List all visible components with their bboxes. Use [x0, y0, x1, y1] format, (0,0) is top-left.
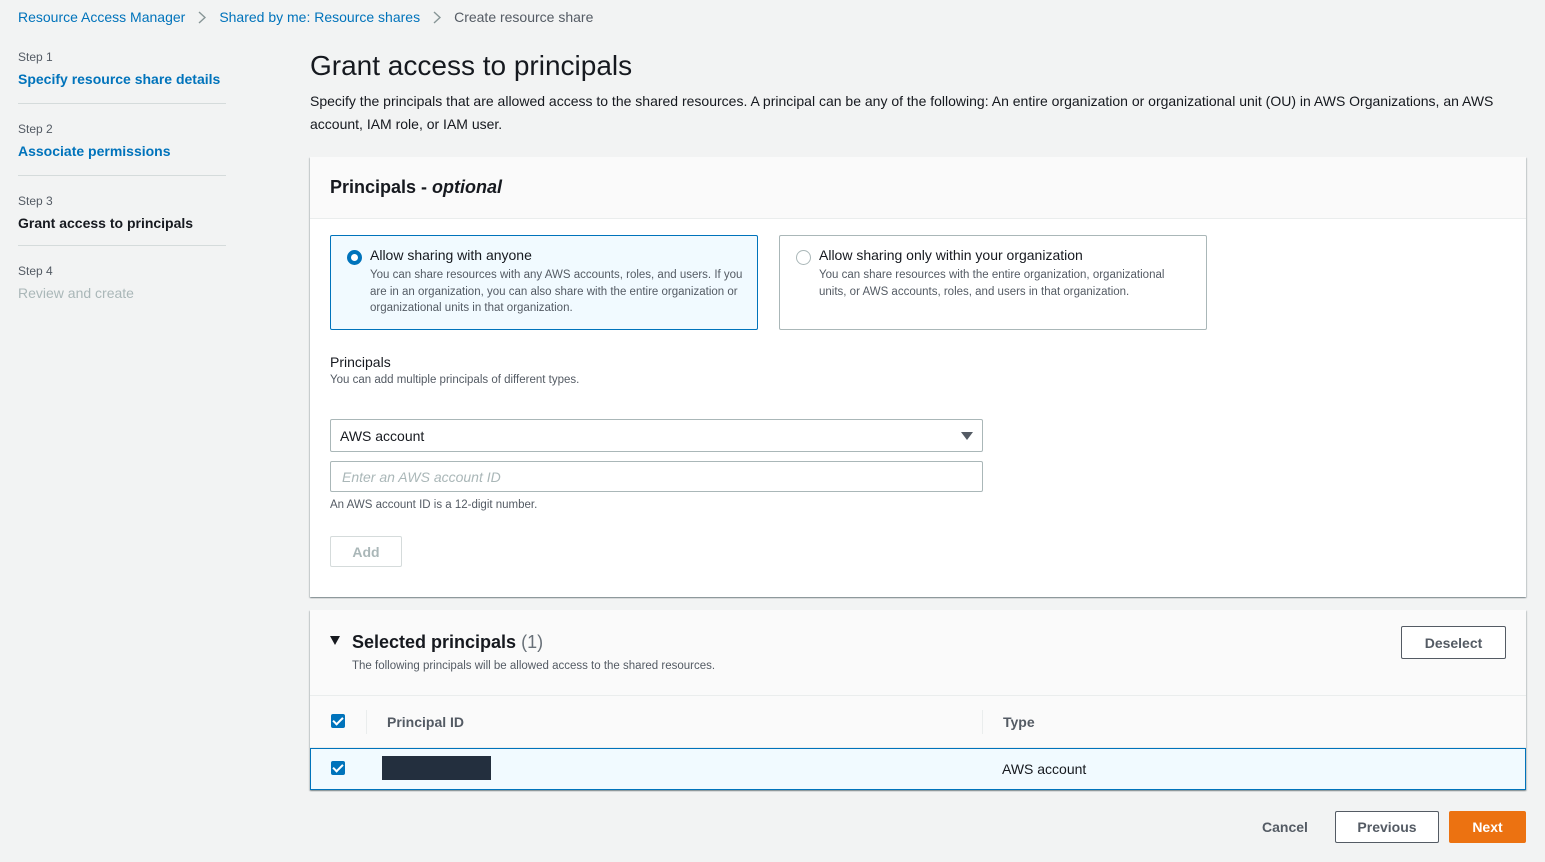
option-description: You can share resources with the entire organization, organizational units, or AWS accounts, roles, and users in that organization.	[819, 269, 1165, 298]
account-id-hint: An AWS account ID is a 12-digit number.	[330, 499, 538, 511]
radio-button[interactable]	[796, 250, 811, 265]
principals-panel-title: Principals -	[330, 177, 433, 197]
wizard-step-2	[18, 122, 226, 176]
principal-type-value: AWS account	[340, 427, 425, 444]
table-header	[310, 696, 1526, 748]
row-checkbox[interactable]	[331, 761, 345, 775]
sharing-options	[330, 235, 1207, 330]
optional-label: optional	[432, 177, 503, 197]
principals-panel-header	[310, 157, 1526, 219]
breadcrumb-resource-access-manager[interactable]: Resource Access Manager	[18, 9, 186, 25]
option-title: Allow sharing only within your organization	[819, 247, 1083, 263]
add-button[interactable]: Add	[330, 536, 402, 567]
column-header-type[interactable]: Type	[1003, 714, 1035, 730]
wizard-actions	[1245, 811, 1526, 843]
column-header-principal-id[interactable]: Principal ID	[387, 714, 465, 730]
step-label-review-create: Review and create	[18, 285, 134, 301]
cancel-button[interactable]: Cancel	[1245, 811, 1325, 843]
option-title: Allow sharing with anyone	[370, 247, 532, 263]
caret-expanded-icon[interactable]	[330, 636, 340, 645]
breadcrumb-resource-shares[interactable]: Shared by me: Resource shares	[219, 9, 421, 25]
chevron-right-icon	[433, 11, 441, 24]
selected-principals-header	[310, 610, 1526, 696]
option-description: You can share resources with any AWS accounts, roles, and users. If you are in an organization, you can also share with the entire organization or organizational units in that organization.	[370, 269, 743, 314]
step-number: Step 1	[18, 50, 53, 64]
table-row[interactable]	[310, 748, 1526, 790]
selected-count: (1)	[521, 632, 544, 652]
step-number: Step 3	[18, 194, 53, 208]
next-button[interactable]: Next	[1449, 811, 1526, 843]
deselect-button[interactable]: Deselect	[1401, 626, 1506, 659]
caret-down-icon	[961, 432, 973, 440]
step-label-current: Grant access to principals	[18, 215, 194, 231]
wizard-step-4	[18, 264, 226, 315]
row-type-value: AWS account	[1002, 761, 1087, 777]
column-divider	[982, 710, 983, 734]
radio-button-selected[interactable]	[347, 250, 362, 265]
step-number: Step 2	[18, 122, 53, 136]
chevron-right-icon	[198, 11, 206, 24]
breadcrumb	[18, 9, 593, 25]
option-share-within-organization[interactable]	[779, 235, 1207, 330]
breadcrumb-current: Create resource share	[454, 9, 594, 25]
principal-type-select[interactable]	[330, 419, 983, 452]
wizard-step-1	[18, 50, 226, 104]
step-number: Step 4	[18, 264, 53, 278]
column-divider	[366, 710, 367, 734]
step-link-associate-permissions[interactable]: Associate permissions	[18, 143, 171, 159]
selected-principals-title	[352, 632, 543, 653]
principals-panel	[310, 157, 1526, 597]
principals-field-label: Principals	[330, 354, 391, 370]
selected-principals-description: The following principals will be allowed access to the shared resources.	[352, 660, 716, 672]
selected-principals-title-text: Selected principals	[352, 632, 517, 652]
page-title: Grant access to principals	[310, 50, 633, 81]
wizard-step-3	[18, 194, 226, 246]
redacted-principal-id	[382, 756, 491, 780]
option-share-with-anyone[interactable]	[330, 235, 758, 330]
select-all-checkbox[interactable]	[331, 714, 345, 728]
previous-button[interactable]: Previous	[1335, 811, 1439, 843]
principals-field-hint: You can add multiple principals of different types.	[330, 374, 580, 386]
step-link-specify-details[interactable]: Specify resource share details	[18, 71, 221, 87]
wizard-steps	[18, 50, 226, 333]
account-id-input[interactable]	[330, 461, 983, 492]
selected-principals-panel	[310, 610, 1526, 790]
page-description: Specify the principals that are allowed access to the shared resources. A principal can be any of the following: An entire organization or organizational unit (OU) in AWS Organizations, an AWS account, IAM role, or IAM user.	[310, 93, 1494, 132]
